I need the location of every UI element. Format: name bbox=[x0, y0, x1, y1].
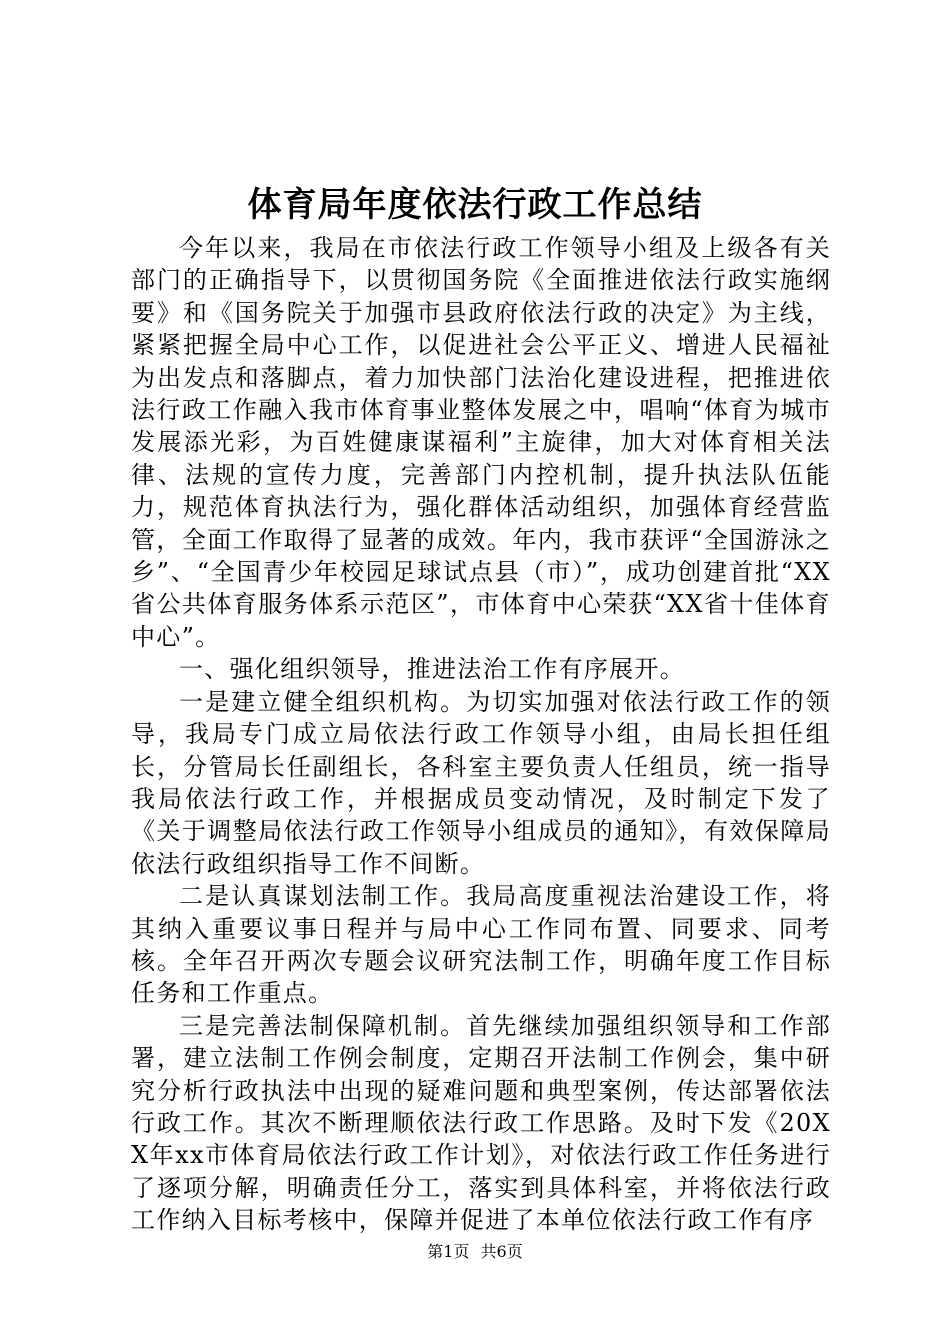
paragraph-mechanism: 三是完善法制保障机制。首先继续加强组织领导和工作部署，建立法制工作例会制度，定期召开法制工作例会，集中研究分析行政执法中出现的疑难问题和典型案例，传达部署依法行政工作。其次不断理顺依法行政工作思路。及时下发《20XX年xx市体育局依法行政工作计划》，对依法行政工作任务进行了逐项分解，明确责任分工，落实到具体科室，并将依法行政工作纳入目标考核中，保障并促进了本单位依法行政工作有序 bbox=[131, 1011, 831, 1235]
paragraph-planning: 二是认真谋划法制工作。我局高度重视法治建设工作，将其纳入重要议事日程并与局中心工作同布置、同要求、同考核。全年召开两次专题会议研究法制工作，明确年度工作目标任务和工作重点。 bbox=[131, 882, 831, 1008]
paragraph-intro: 今年以来，我局在市依法行政工作领导小组及上级各有关部门的正确指导下，以贯彻国务院《全面推进依法行政实施纲要》和《国务院关于加强市县政府依法行政的决定》为主线，紧紧把握全局中心工作，以促进社会公平正义、增进人民福祉为出发点和落脚点，着力加快部门法治化建设进程，把推进依法行政工作融入我市体育事业整体发展之中，唱响“体育为城市发展添光彩，为百姓健康谋福利”主旋律，加大对体育相关法律、法规的宣传力度，完善部门内控机制，提升执法队伍能力，规范体育执法行为，强化群体活动组织，加强体育经营监管，全面工作取得了显著的成效。年内，我市获评“全国游泳之乡”、“全国青少年校园足球试点县（市）”，成功创建首批“XX省公共体育服务体系示范区”，市体育中心荣获“XX省十佳体育中心”。 bbox=[131, 234, 831, 651]
document-body bbox=[131, 232, 831, 1237]
page-total: 共6页 bbox=[480, 1242, 523, 1261]
page-footer bbox=[0, 1242, 950, 1262]
document-title: 体育局年度依法行政工作总结 bbox=[247, 185, 703, 225]
page-number: 第1页 bbox=[427, 1242, 470, 1261]
section-heading-1: 一、强化组织领导，推进法治工作有序展开。 bbox=[179, 655, 685, 684]
paragraph-organization: 一是建立健全组织机构。为切实加强对依法行政工作的领导，我局专门成立局依法行政工作领导小组，由局长担任组长，分管局长任副组长，各科室主要负责人任组员，统一指导我局依法行政工作，并根据成员变动情况，及时制定下发了《关于调整局依法行政工作领导小组成员的通知》，有效保障局依法行政组织指导工作不间断。 bbox=[131, 687, 831, 878]
